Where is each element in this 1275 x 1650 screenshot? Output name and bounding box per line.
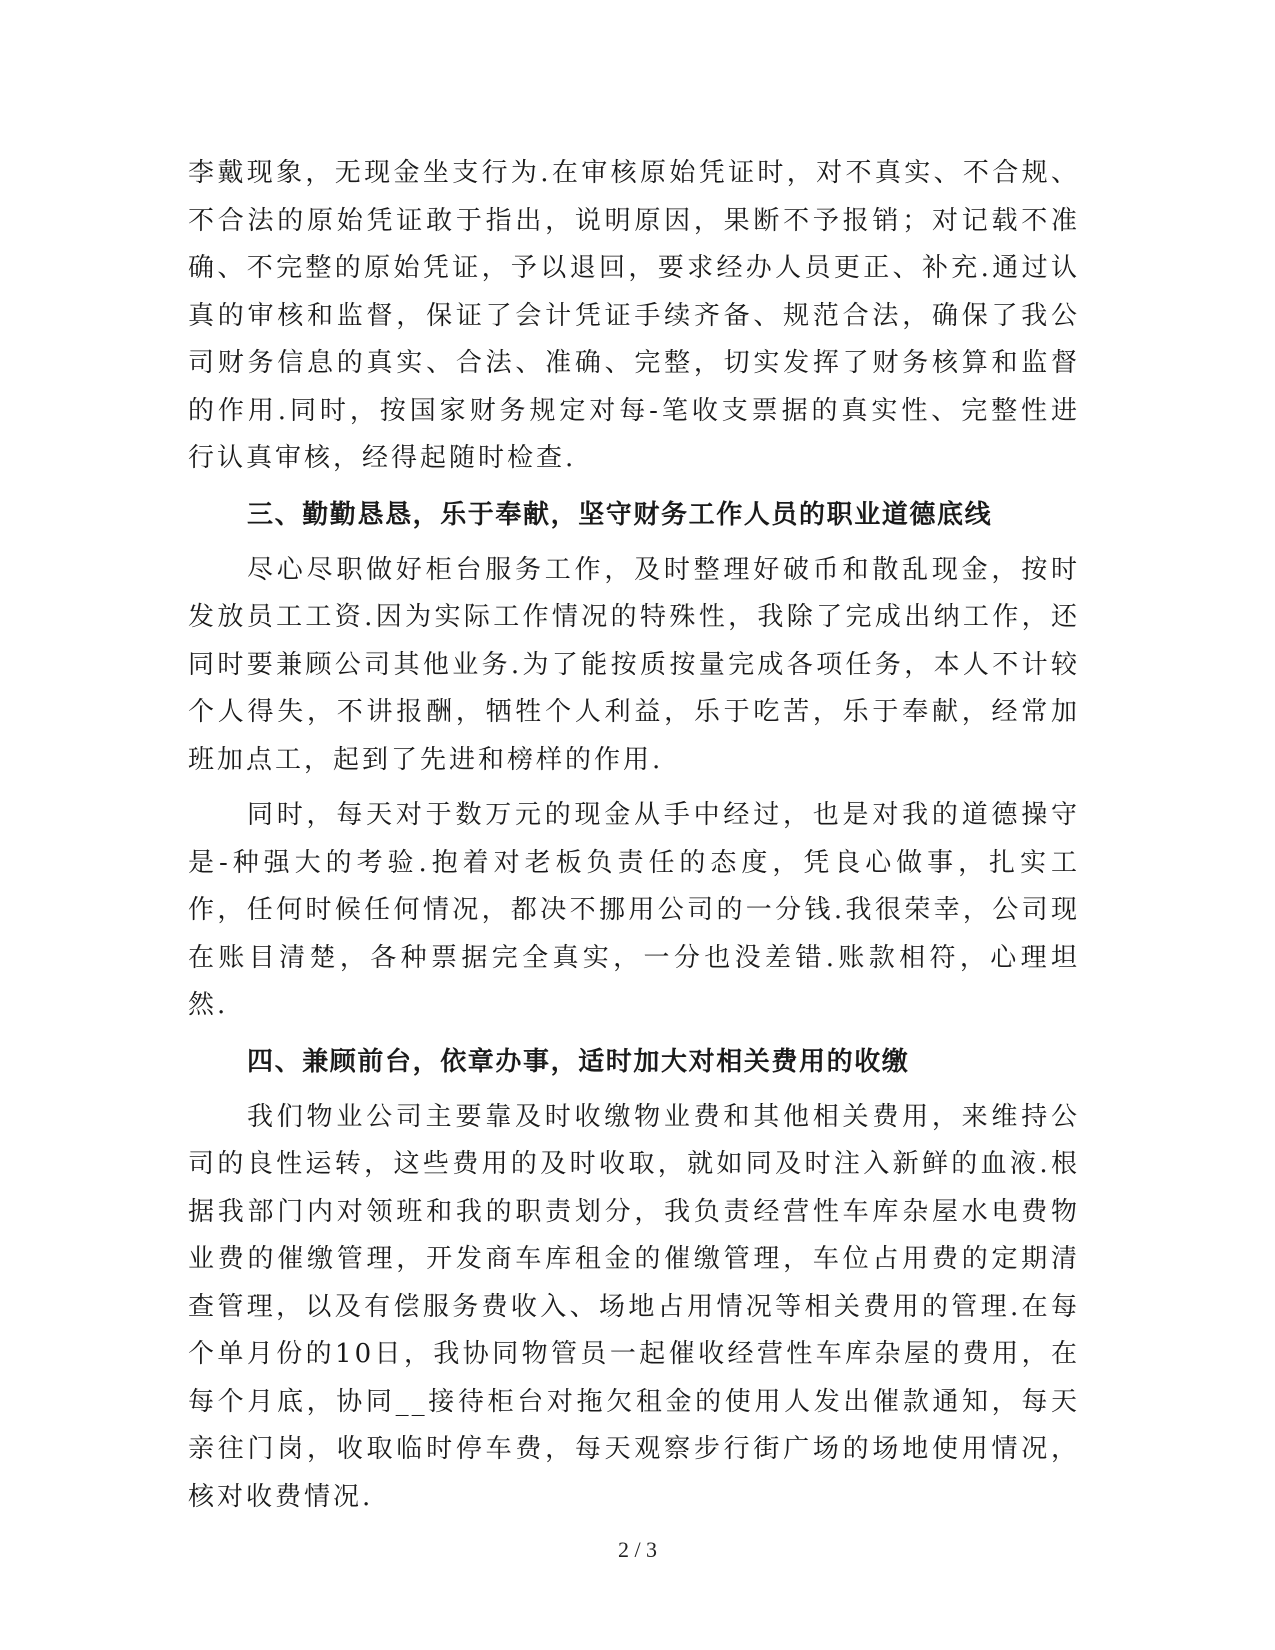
paragraph-integrity: 同时，每天对于数万元的现金从手中经过，也是对我的道德操守是-种强大的考验.抱着对老板负责任的态度，凭良心做事，扎实工作，任何时候任何情况，都决不挪用公司的一分钱.我很荣幸，公司现在账目清楚，各种票据完全真实，一分也没差错.账款相符，心理坦然. xyxy=(188,800,1080,1020)
page-number: 2 / 3 xyxy=(617,1537,658,1562)
paragraph-fee-collection: 我们物业公司主要靠及时收缴物业费和其他相关费用，来维持公司的良性运转，这些费用的及时收取，就如同及时注入新鲜的血液.根据我部门内对领班和我的职责划分，我负责经营性车库杂屋水电费物业费的催缴管理，开发商车库租金的催缴管理，车位占用费的定期清查管理，以及有偿服务费收入、场地占用情况等相关费用的管理.在每个单月份的10日，我协同物管员一起催收经营性车库杂屋的费用，在每个月底，协同__接待柜台对拖欠租金的使用人发出催款通知，每天亲往门岗，收取临时停车费，每天观察步行街广场的场地使用情况，核对收费情况. xyxy=(188,1101,1080,1512)
paragraph-continuation: 李戴现象，无现金坐支行为.在审核原始凭证时，对不真实、不合规、不合法的原始凭证敢于指出，说明原因，果断不予报销；对记载不准确、不完整的原始凭证，予以退回，要求经办人员更正、补充.通过认真的审核和监督，保证了会计凭证手续齐备、规范合法，确保了我公司财务信息的真实、合法、准确、完整，切实发挥了财务核算和监督的作用.同时，按国家财务规定对每-笔收支票据的真实性、完整性进行认真审核，经得起随时检查. xyxy=(188,158,1080,473)
document-body xyxy=(188,150,1080,1529)
section-heading-4: 四、兼顾前台，依章办事，适时加大对相关费用的收缴 xyxy=(247,1046,910,1077)
paragraph-counter-service: 尽心尽职做好柜台服务工作，及时整理好破币和散乱现金，按时发放员工工资.因为实际工作情况的特殊性，我除了完成出纳工作，还同时要兼顾公司其他业务.为了能按质按量完成各项任务，本人不计较个人得失，不讲报酬，牺牲个人利益，乐于吃苦，乐于奉献，经常加班加点工，起到了先进和榜样的作用. xyxy=(188,554,1080,775)
section-heading-3: 三、勤勤恳恳，乐于奉献，坚守财务工作人员的职业道德底线 xyxy=(247,499,993,530)
